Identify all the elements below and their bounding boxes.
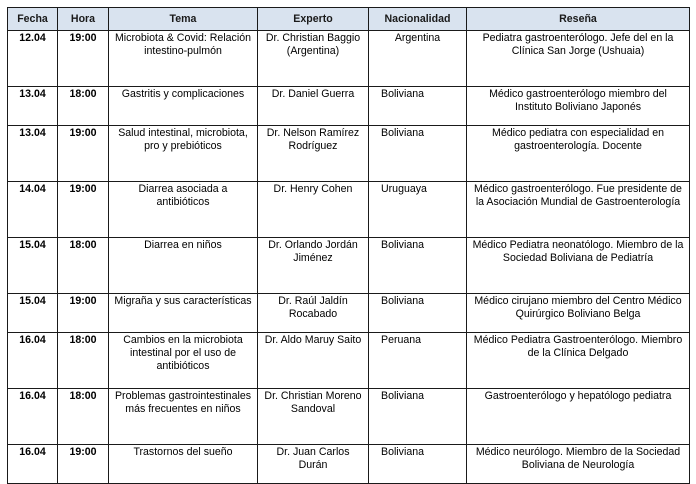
cell-hora: 18:00	[58, 389, 109, 445]
cell-tema: Cambios en la microbiota intestinal por el uso de antibióticos	[109, 333, 258, 389]
cell-experto: Dr. Orlando Jordán Jiménez	[258, 238, 369, 294]
cell-tema: Diarrea asociada a antibióticos	[109, 182, 258, 238]
cell-nacionalidad: Boliviana	[369, 294, 467, 333]
header-hora: Hora	[58, 8, 109, 31]
cell-hora: 18:00	[58, 333, 109, 389]
cell-experto: Dr. Aldo Maruy Saito	[258, 333, 369, 389]
cell-nacionalidad: Boliviana	[369, 445, 467, 484]
cell-fecha: 16.04	[8, 445, 58, 484]
cell-nacionalidad: Boliviana	[369, 389, 467, 445]
cell-experto: Dr. Raúl Jaldín Rocabado	[258, 294, 369, 333]
table-row	[8, 333, 690, 389]
cell-fecha: 13.04	[8, 126, 58, 182]
cell-hora: 18:00	[58, 238, 109, 294]
cell-fecha: 16.04	[8, 389, 58, 445]
cell-resena: Médico Pediatra Gastroenterólogo. Miembro de la Clínica Delgado	[467, 333, 690, 389]
cell-fecha: 14.04	[8, 182, 58, 238]
header-experto: Experto	[258, 8, 369, 31]
cell-nacionalidad: Uruguaya	[369, 182, 467, 238]
cell-resena: Médico cirujano miembro del Centro Médico Quirúrgico Boliviano Belga	[467, 294, 690, 333]
cell-tema: Problemas gastrointestinales más frecuentes en niños	[109, 389, 258, 445]
cell-hora: 19:00	[58, 31, 109, 87]
header-row	[8, 8, 690, 31]
cell-experto: Dr. Daniel Guerra	[258, 87, 369, 126]
cell-hora: 19:00	[58, 182, 109, 238]
cell-resena: Médico pediatra con especialidad en gastroenterología. Docente	[467, 126, 690, 182]
cell-hora: 19:00	[58, 126, 109, 182]
cell-hora: 18:00	[58, 87, 109, 126]
schedule-table	[7, 7, 690, 484]
cell-resena: Médico gastroenterólogo miembro del Instituto Boliviano Japonés	[467, 87, 690, 126]
cell-nacionalidad: Peruana	[369, 333, 467, 389]
cell-nacionalidad: Boliviana	[369, 126, 467, 182]
header-tema: Tema	[109, 8, 258, 31]
cell-resena: Médico gastroenterólogo. Fue presidente de la Asociación Mundial de Gastroenterología	[467, 182, 690, 238]
table-row	[8, 445, 690, 484]
cell-tema: Salud intestinal, microbiota, pro y prebióticos	[109, 126, 258, 182]
cell-resena: Pediatra gastroenterólogo. Jefe del en la Clínica San Jorge (Ushuaia)	[467, 31, 690, 87]
cell-nacionalidad: Argentina	[369, 31, 467, 87]
cell-hora: 19:00	[58, 294, 109, 333]
cell-nacionalidad: Boliviana	[369, 87, 467, 126]
cell-nacionalidad: Boliviana	[369, 238, 467, 294]
cell-fecha: 15.04	[8, 294, 58, 333]
cell-experto: Dr. Nelson Ramírez Rodríguez	[258, 126, 369, 182]
cell-tema: Gastritis y complicaciones	[109, 87, 258, 126]
table-row	[8, 389, 690, 445]
cell-fecha: 13.04	[8, 87, 58, 126]
cell-resena: Médico Pediatra neonatólogo. Miembro de la Sociedad Boliviana de Pediatría	[467, 238, 690, 294]
table-row	[8, 182, 690, 238]
header-resena: Reseña	[467, 8, 690, 31]
cell-tema: Migraña y sus características	[109, 294, 258, 333]
cell-hora: 19:00	[58, 445, 109, 484]
cell-tema: Microbiota & Covid: Relación intestino-pulmón	[109, 31, 258, 87]
table-row	[8, 294, 690, 333]
cell-experto: Dr. Juan Carlos Durán	[258, 445, 369, 484]
header-nacionalidad: Nacionalidad	[369, 8, 467, 31]
cell-experto: Dr. Christian Moreno Sandoval	[258, 389, 369, 445]
cell-tema: Diarrea en niños	[109, 238, 258, 294]
cell-experto: Dr. Henry Cohen	[258, 182, 369, 238]
cell-resena: Médico neurólogo. Miembro de la Sociedad Boliviana de Neurología	[467, 445, 690, 484]
table-row	[8, 238, 690, 294]
cell-experto: Dr. Christian Baggio (Argentina)	[258, 31, 369, 87]
cell-resena: Gastroenterólogo y hepatólogo pediatra	[467, 389, 690, 445]
table-row	[8, 31, 690, 87]
table-row	[8, 87, 690, 126]
cell-fecha: 16.04	[8, 333, 58, 389]
cell-tema: Trastornos del sueño	[109, 445, 258, 484]
cell-fecha: 15.04	[8, 238, 58, 294]
table-row	[8, 126, 690, 182]
header-fecha: Fecha	[8, 8, 58, 31]
cell-fecha: 12.04	[8, 31, 58, 87]
